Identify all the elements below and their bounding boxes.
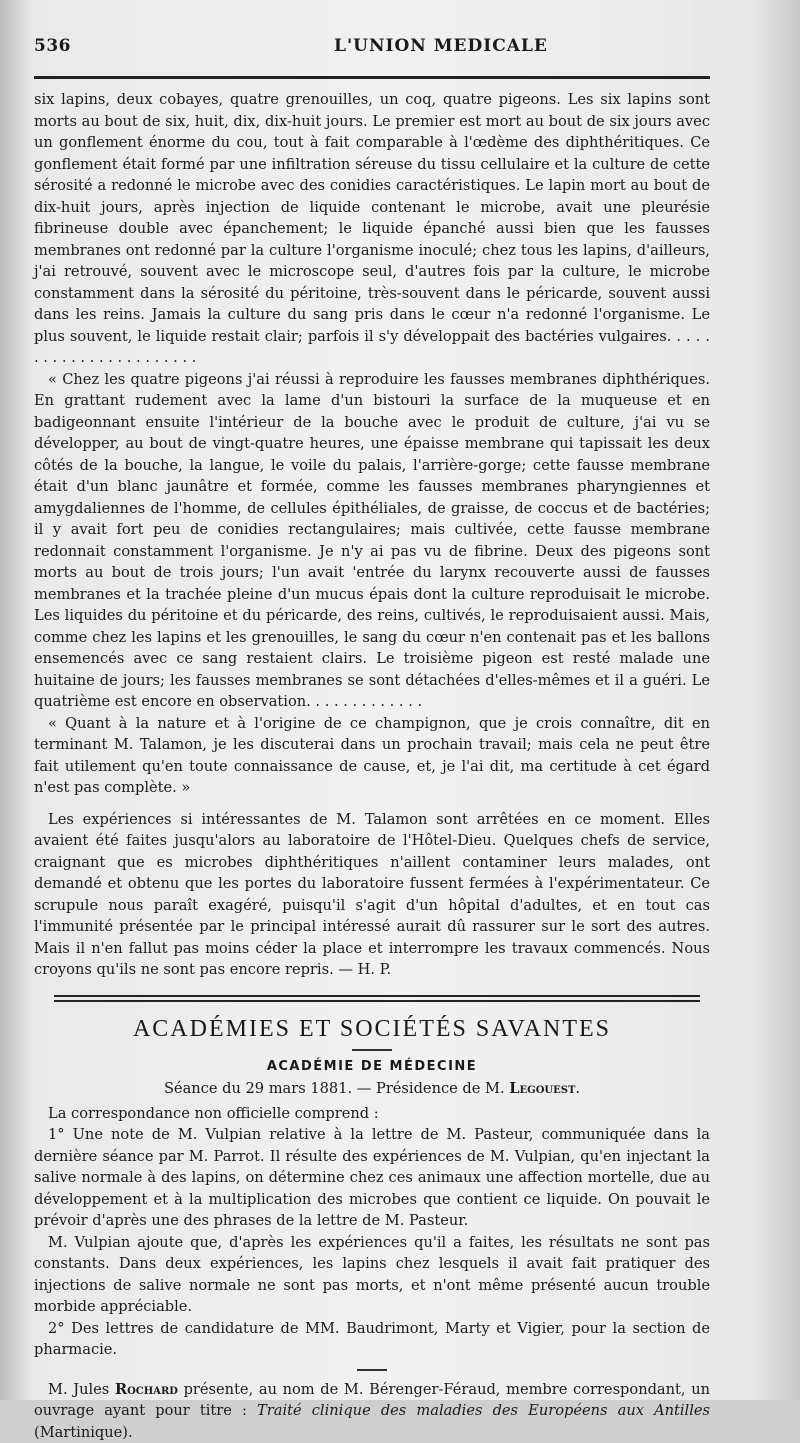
paragraph-vulpian-note: 1° Une note de M. Vulpian relative à la lettre de M. Pasteur, communiquée dans la dernière séance par M. Parrot. Il résulte des expériences de M. Vulpian, qu'en injectant la salive normale à des lapins, on détermine chez ces animaux une affection mortelle, due au développement et à la multiplication des microbes que contient ce liquide. On pouvait le prévoir d'après une des phrases de la lettre de M. Pasteur. [34, 1124, 710, 1232]
spacer [34, 799, 710, 809]
paragraph-vulpian-adds: M. Vulpian ajoute que, d'après les expériences qu'il a faites, les résultats ne sont pas constants. Dans deux expériences, les lapins chez lesquels il avait fait pratiquer des injections de salive normale ne sont pas morts, et n'ont même présenté aucun trouble morbide appréciable. [34, 1232, 710, 1318]
paragraph-rochard [34, 1379, 710, 1443]
section-title: ACADÉMIES ET SOCIÉTÉS SAVANTES [34, 1016, 710, 1043]
journal-title: L'UNION MEDICALE [334, 36, 710, 56]
paragraph-candidatures: 2° Des lettres de candidature de MM. Baudrimont, Marty et Vigier, pour la section de pharmacie. [34, 1318, 710, 1361]
paragraph-correspondence: La correspondance non officielle comprend : [34, 1103, 710, 1125]
seance-line [34, 1080, 710, 1097]
rochard-body: présente, au nom de M. Bérenger-Féraud, membre correspondant, un ouvrage ayant pour titre : [34, 1381, 710, 1420]
rochard-prefix: M. Jules [48, 1381, 115, 1398]
section-subtitle: ACADÉMIE DE MÉDECINE [34, 1059, 710, 1074]
rochard-suffix: (Martinique). [34, 1424, 133, 1441]
section-divider [54, 995, 700, 1002]
paragraph-rabbits: six lapins, deux cobayes, quatre grenouilles, un coq, quatre pigeons. Les six lapins sont morts au bout de six, huit, dix, dix-huit jours. Le premier est mort au bout de six jours avec un gonflement énorme du cou, tout à fait comparable à l'œdème des diphthéritiques. Ce gonflement était formé par une infiltration séreuse du tissu cellulaire et la culture de cette sérosité a redonné le microbe avec des conidies caractéristiques. Le lapin mort au bout de dix-huit jours, après injection de liquide contenant le microbe, avait une pleurésie fibrineuse double avec épanchement; le liquide épanché aussi bien que les fausses membranes ont redonné par la culture l'organisme inoculé; chez tous les lapins, d'ailleurs, j'ai retrouvé, souvent avec le microscope seul, d'autres fois par la culture, le microbe constamment dans la sérosité du péritoine, très-souvent dans le péricarde, souvent aussi dans les reins. Jamais la culture du sang pris dans le cœur n'a redonné l'organisme. Le plus souvent, le liquide restait clair; parfois il s'y développait des bactéries vulgaires. . . . . . . . . . . . . . . . . . . . . . . [34, 89, 710, 369]
header-rule [34, 76, 710, 79]
seance-suffix: . [575, 1080, 580, 1097]
seance-president: Legouest [509, 1080, 575, 1097]
paragraph-pigeons: « Chez les quatre pigeons j'ai réussi à reproduire les fausses membranes diphthériques. En grattant rudement avec la lame d'un bistouri la surface de la muqueuse et en badigeonnant ensuite l'intérieur de la bouche avec le produit de culture, j'ai vu se développer, au bout de vingt-quatre heures, une épaisse membrane qui tapissait les deux côtés de la bouche, la langue, le voile du palais, l'arrière-gorge; cette fausse membrane était d'un blanc jaunâtre et formée, comme les fausses membranes pharyngiennes et amygdaliennes de l'homme, de cellules épithéliales, de graisse, de coccus et de bactéries; il y avait fort peu de conidies rectangulaires; mais cultivée, cette fausse membrane redonnait constamment l'organisme. Je n'y ai pas vu de fibrine. Deux des pigeons sont morts au bout de trois jours; l'un avait 'entrée du larynx recouverte aussi de fausses membranes et la trachée pleine d'un mucus épais dont la culture reproduisait le microbe. Les liquides du péritoine et du péricarde, des reins, cultivés, le reproduisaient aussi. Mais, comme chez les lapins et les grenouilles, le sang du cœur n'en contenait pas et les ballons ensemencés avec ce sang restaient clairs. Le troisième pigeon est resté malade une huitaine de jours; les fausses membranes se sont détachées d'elles-mêmes et il a guéri. Le quatrième est encore en observation. . . . . . . . . . . . . [34, 369, 710, 713]
separator-dash [357, 1369, 387, 1371]
paragraph-conclusion-quote: « Quant à la nature et à l'origine de ce champignon, que je crois connaître, dit en terminant M. Talamon, je les discuterai dans un prochain travail; mais cela ne peut être fait utilement qu'en toute connaissance de cause, et, je l'ai dit, ma certitude à cet égard n'est pas complète. » [34, 713, 710, 799]
page-header [34, 36, 710, 56]
book-title: Traité clinique des maladies des Européens aux Antilles [257, 1402, 710, 1419]
title-underline [352, 1049, 392, 1051]
seance-prefix: Séance du 29 mars 1881. — Présidence de M. [164, 1080, 505, 1097]
paragraph-editorial-note: Les expériences si intéressantes de M. Talamon sont arrêtées en ce moment. Elles avaient été faites jusqu'alors au laboratoire de l'Hôtel-Dieu. Quelques chefs de service, craignant que es microbes diphthéritiques n'aillent contaminer leurs malades, ont demandé et obtenu que les portes du laboratoire fussent fermées à l'expérimentateur. Ce scrupule nous paraît exagéré, puisqu'il s'agit d'un hôpital d'adultes, et en tout cas l'immunité présentée par le principal intéressé aurait dû rassurer sur le sort des autres. Mais il n'en fallut pas moins céder la place et interrompre les travaux commencés. Nous croyons qu'ils ne sont pas encore repris. — H. P. [34, 809, 710, 981]
rochard-name: Rochard [115, 1381, 178, 1398]
page-number: 536 [34, 36, 334, 56]
